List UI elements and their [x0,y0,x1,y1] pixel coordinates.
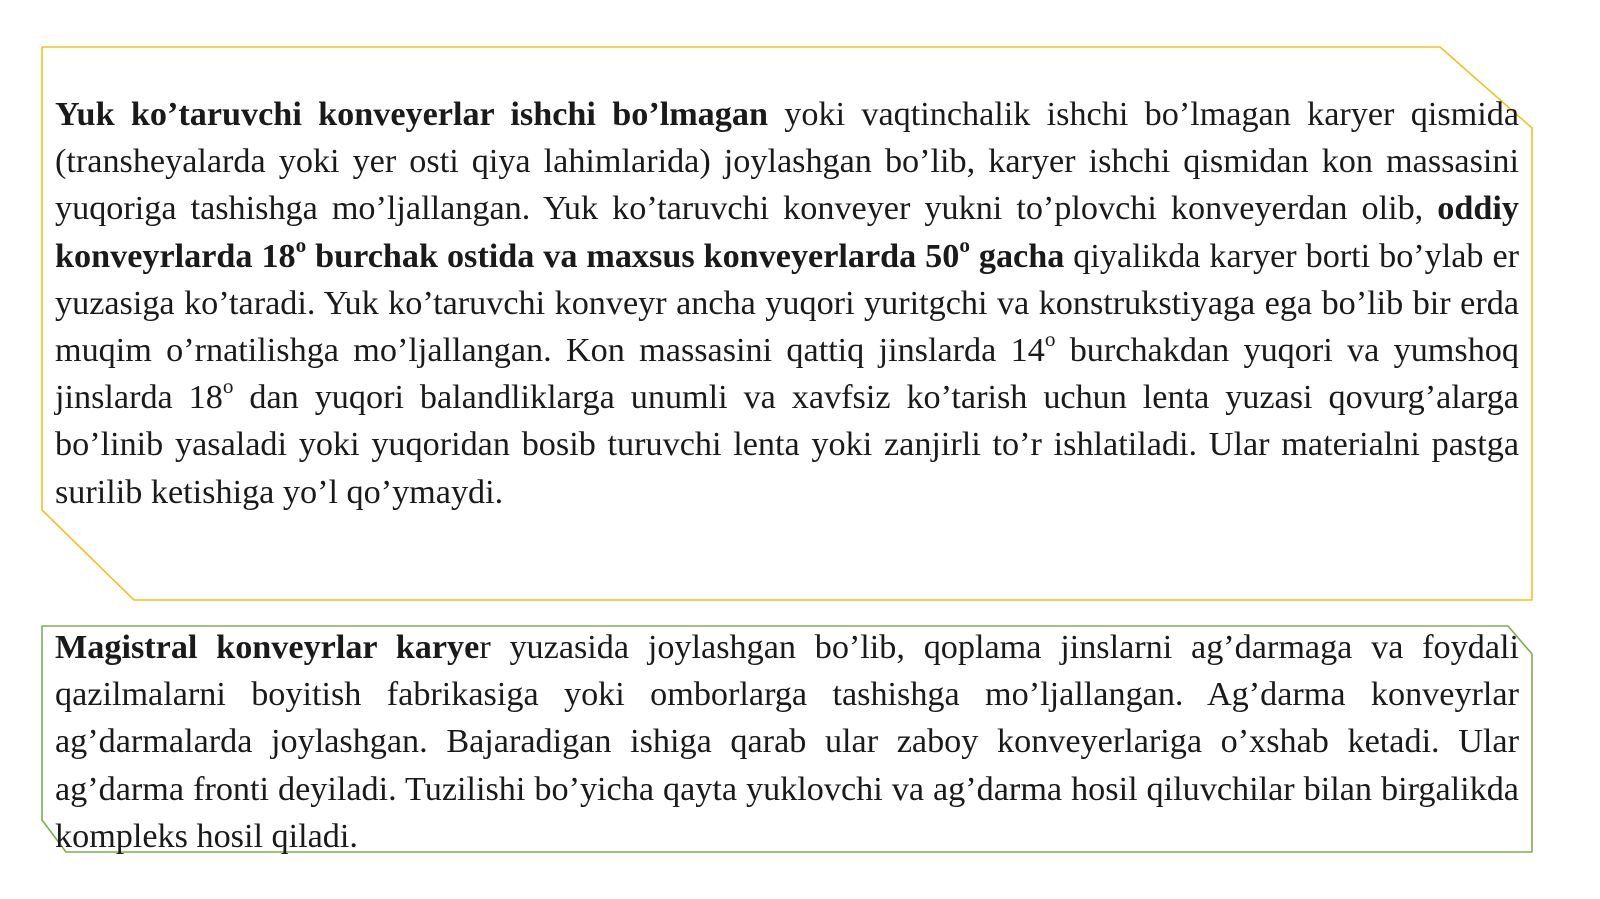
bold-angle-spec-b: burchak ostida va maxsus konveyerlarda 50 [306,237,960,275]
bold-angle-spec-a: oddiy konveyrlarda 18 [55,190,1519,275]
degree-mark: o [959,232,970,257]
degree-mark: o [222,374,234,399]
paragraph-main-conveyors [55,624,1519,860]
bold-angle-spec-c: gacha [969,237,1065,275]
degree-mark: o [1044,327,1056,352]
paragraph-1-text-d: dan yuqori balandliklarga unumli va xavfsiz ko’tarish uchun lenta yuzasi qovurg’alarga bo’linib yasaladi yoki yuqoridan bosib turuvchi lenta yoki zanjirli to’r ishlatiladi. Ular materialni pastga surilib ketishiga yo’l qo’ymaydi. [55,379,1519,511]
paragraph-lifting-conveyors [55,91,1519,516]
paragraph-2-text: r yuzasida joylashgan bo’lib, qoplama jinslarni ag’darmaga va foydali qazilmalarni boyitish fabrikasiga yoki omborlarga tashishga mo’ljallangan. Ag’darma konveyrlar ag’darmalarda joylashgan. Bajaradigan ishiga qarab ular zaboy konveyerlariga o’xshab ketadi. Ular ag’darma fronti deyiladi. Tuzilishi bo’yicha qayta yuklovchi va ag’darma hosil qiluvchilar bilan birgalikda kompleks hosil qiladi. [55,629,1520,855]
paragraph-1-text-b: qiyalikda karyer borti bo’ylab er yuzasiga ko’taradi. Yuk ko’taruvchi konveyr ancha yuqori yuritgchi va konstrukstiyaga ega bo’lib bir erda muqim o’rnatilishga mo’ljallangan. Kon massasini qattiq jinslarda 14 [55,237,1520,370]
bold-term-main-conveyors: Magistral konveyrlar karye [55,629,480,666]
degree-mark: o [295,232,307,257]
bold-term-lifting-conveyors: Yuk ko’taruvchi konveyerlar ishchi bo’lmagan [55,96,768,133]
paragraph-1-text-a: yoki vaqtinchalik ishchi bo’lmagan karyer qismida (transheyalarda yoki yer osti qiya lahimlarida) joylashgan bo’lib, karyer ishchi qismidan kon massasini yuqoriga tashishga mo’ljallangan. Yuk ko’taruvchi konveyer yukni to’plovchi konveyerdan olib, [55,96,1519,228]
paragraph-1-text-c: burchakdan yuqori va yumshoq jinslarda 18 [55,332,1519,417]
